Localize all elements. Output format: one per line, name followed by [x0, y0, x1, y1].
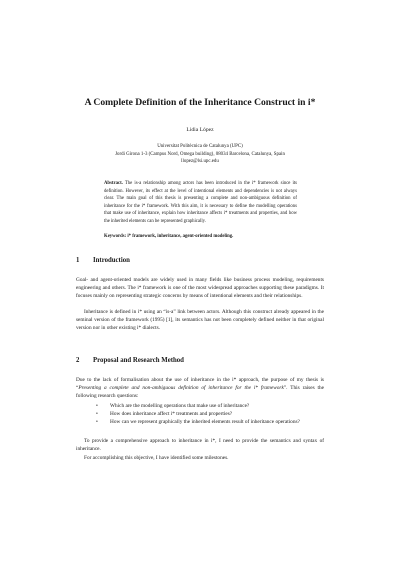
- intro-paragraph-1: Goal- and agent-oriented models are widely used in many fields like business process modeling, requirements engineering and others. The i* framework is one of the most widespread approaches supporting these paradigms. It focuses mainly on representing strategic concerns by means of intentional elements and their relationships.: [76, 277, 324, 300]
- affiliation-line-1: Universitat Politècnica de Catalunya (UPC): [157, 144, 243, 149]
- list-item: • Which are the modelling operations that make use of inheritance?: [96, 402, 322, 410]
- intro-paragraph-2: Inheritance is defined in i* using an “is-a” link between actors. Although this construct already appeared in the seminal version of the framework (1995) [1], its semantics has not been completely defined neither in that original version nor in other existing i* dialects.: [76, 309, 324, 332]
- keywords: Keywords: i* framework, inheritance, agent-oriented modeling.: [104, 234, 234, 239]
- proposal-paragraph-2: To provide a comprehensive approach to inheritance in i*, I need to provide the semantics and syntax of inheritance.: [76, 438, 324, 453]
- proposal-paragraph-3: For accomplishing this objective, I have identified some milestones.: [84, 455, 229, 461]
- abstract: [104, 180, 297, 225]
- affiliation-line-2: Jordi Girona 1-3 (Campus Nord, Omega building), 08034 Barcelona, Catalunya, Spain: [115, 151, 285, 157]
- abstract-label: Abstract.: [104, 181, 123, 186]
- affiliation-block: [0, 143, 400, 166]
- proposal-intro-after: ”. This raises the following research questions:: [76, 385, 324, 400]
- abstract-text: The is-a relationship among actors has been introduced in the i* framework since its definition. However, its effect at the level of intentional elements and dependencies is not always clear. The main goal of this thesis is presenting a complete and non-ambiguous definition of inheritance for the i* framework. With this aim, it is necessary to define the modelling operations that make use of inheritance, explain how inheritance affects i* treatments and properties, and how the inherited elements can be represented graphically.: [104, 181, 297, 224]
- proposal-intro-before: Due to the lack of formalisation about the use of inheritance in the i* approach, the purpose of my thesis is “: [76, 377, 324, 392]
- list-item: • How does inheritance affect i* treatments and properties?: [96, 410, 322, 418]
- research-questions-list: [96, 402, 322, 426]
- section-title: Proposal and Research Method: [93, 357, 184, 364]
- section-number: 1: [76, 257, 80, 264]
- author-email: llopez@lsi.upc.edu: [181, 159, 219, 165]
- proposal-paragraph-1: [76, 376, 324, 400]
- section-heading-introduction: [76, 257, 130, 264]
- section-number: 2: [76, 357, 80, 364]
- author-name: Lidia López: [186, 127, 214, 133]
- section-heading-proposal: [76, 357, 184, 364]
- proposal-intro-emphasis: Presenting a complete and non-ambiguous definition of inheritance for the i* framework: [78, 385, 284, 392]
- list-item: • How can we represent graphically the inherited elements result of inheritance operations?: [96, 418, 322, 426]
- section-title: Introduction: [93, 257, 130, 264]
- paper-title: A Complete Definition of the Inheritance Construct in i*: [84, 97, 316, 108]
